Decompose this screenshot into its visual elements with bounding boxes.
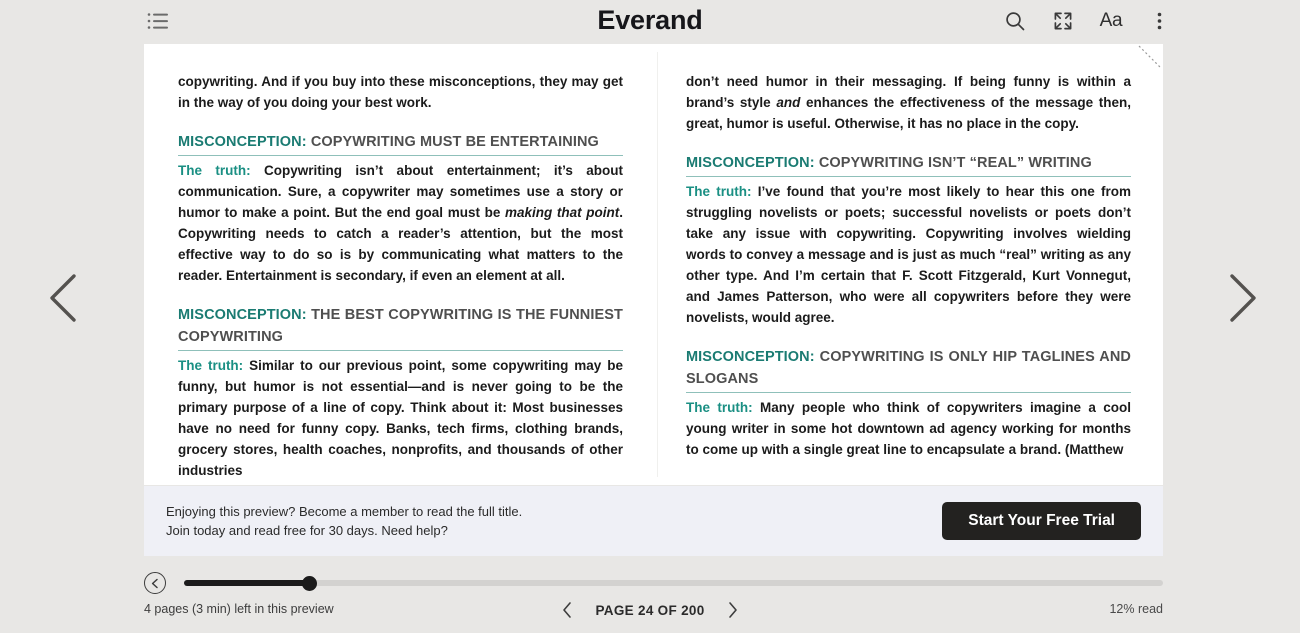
- truth-text-part-1: Similar to our previous point, some copywriting may be funny, but humor is not essential—and is never going to be the primary purpose of a line of copy. Think about it: Most businesses have no need for funny copy. Banks, tech firms, clothing brands, grocery stores, health coaches, nonprofits, and thousands of other industries: [178, 358, 623, 478]
- preview-upsell-banner: [144, 486, 1163, 556]
- banner-copy: [166, 502, 522, 540]
- fullscreen-button[interactable]: [1050, 8, 1076, 34]
- misconception-keyword: MISCONCEPTION:: [686, 349, 815, 365]
- chevron-left-icon: [561, 601, 574, 619]
- truth-paragraph-4: [686, 397, 1131, 460]
- truth-text-part-1: Many people who think of copywriters imagine a cool young writer in some hot downtown ad agency working for months to come up with a single great line to encapsulate a brand. (Matthew: [686, 400, 1131, 457]
- truth-italic-phrase: making that point: [504, 205, 620, 220]
- truth-label: The truth:: [178, 163, 251, 178]
- truth-text-part-1: I’ve found that you’re most likely to hear this one from struggling novelists or poets; successful novelists or poets don’t take any issue with copywriting. Copywriting involves wielding words to convey a message and is just as much “real” writing as any other type. And I’m certain that F. Scott Fitzgerald, Kurt Vonnegut, and James Patterson, who were all copywriters before they were novelists, would agree.: [686, 184, 1131, 325]
- page-navigation: [0, 600, 1300, 620]
- previous-page-button[interactable]: [42, 268, 88, 328]
- misconception-heading-4: [686, 346, 1131, 393]
- search-icon: [1004, 10, 1026, 32]
- column-divider: [657, 52, 658, 477]
- banner-line-2: [166, 521, 522, 540]
- truth-paragraph-1: [178, 160, 623, 286]
- banner-line-1: Enjoying this preview? Become a member to read the full title.: [166, 504, 523, 519]
- reader-footer: [0, 556, 1300, 633]
- right-intro-italic: and: [776, 95, 801, 110]
- truth-paragraph-2: [178, 355, 623, 481]
- go-back-button[interactable]: [144, 572, 166, 594]
- reading-progress-slider[interactable]: [184, 580, 1163, 586]
- need-help-link[interactable]: Need help?: [381, 523, 448, 538]
- truth-label: The truth:: [686, 400, 753, 415]
- more-options-button[interactable]: [1146, 8, 1172, 34]
- chevron-right-icon: [726, 601, 739, 619]
- misconception-heading-text: COPYWRITING IS ONLY HIP TAGLINES AND SLOGANS: [686, 349, 1131, 387]
- percent-read-label: 12% read: [1109, 602, 1163, 616]
- progress-thumb[interactable]: [302, 576, 317, 591]
- right-intro-paragraph: [686, 71, 1131, 134]
- pager-next-button[interactable]: [723, 600, 743, 620]
- right-column: [686, 44, 1131, 485]
- start-free-trial-button[interactable]: Start Your Free Trial: [942, 502, 1141, 540]
- search-button[interactable]: [1002, 8, 1028, 34]
- left-column: [178, 44, 623, 485]
- misconception-heading-text: COPYWRITING ISN’T “REAL” WRITING: [814, 155, 1092, 171]
- app-title: Everand: [597, 5, 703, 35]
- misconception-heading-text: THE BEST COPYWRITING IS THE FUNNIEST COPYWRITING: [178, 307, 623, 345]
- misconception-heading-2: [178, 304, 623, 351]
- chevron-left-circle-icon: [150, 578, 161, 589]
- truth-text-part-2: . Copywriting needs to catch a reader’s attention, but the most effective way to do so is by communicating what matters to the reader. Entertainment is secondary, if even an element at all.: [178, 205, 623, 283]
- more-vertical-icon: [1157, 11, 1162, 31]
- progress-fill: [184, 580, 309, 586]
- misconception-heading-1: [178, 131, 623, 156]
- fullscreen-icon: [1054, 12, 1072, 30]
- misconception-keyword: MISCONCEPTION:: [178, 134, 307, 150]
- next-page-button[interactable]: [1218, 268, 1264, 328]
- left-intro-paragraph: copywriting. And if you buy into these misconceptions, they may get in the way of you doing your best work.: [178, 74, 623, 110]
- truth-paragraph-3: [686, 181, 1131, 328]
- truth-label: The truth:: [686, 184, 752, 199]
- right-intro-part-1: don’t need humor in their messaging. If being funny is within a brand’s style: [686, 74, 1131, 110]
- banner-line-2-prefix: Join today and read free for 30 days.: [166, 523, 382, 538]
- header-actions: [1002, 8, 1172, 34]
- right-intro-part-2: enhances the effectiveness of the message then, great, humor is useful. Otherwise, it has no place in the copy.: [686, 95, 1131, 131]
- truth-text-part-1: Copywriting isn’t about entertainment; it’s about communication. Sure, a copywriter may sometimes use a story or humor to make a point. But the end goal must be: [178, 163, 623, 220]
- chevron-left-icon: [42, 268, 88, 328]
- misconception-keyword: MISCONCEPTION:: [686, 155, 815, 171]
- book-page: [144, 44, 1163, 485]
- pages-left-label: 4 pages (3 min) left in this preview: [144, 602, 334, 616]
- font-size-button[interactable]: Aa: [1099, 9, 1123, 31]
- page-indicator-label: PAGE 24 OF 200: [595, 602, 705, 618]
- page-columns: [144, 44, 1163, 485]
- pager-previous-button[interactable]: [558, 600, 578, 620]
- progress-slider-row: [144, 574, 1163, 592]
- misconception-heading-text: COPYWRITING MUST BE ENTERTAINING: [306, 134, 599, 150]
- truth-label: The truth:: [178, 358, 244, 373]
- app-header: [0, 0, 1300, 41]
- misconception-keyword: MISCONCEPTION:: [178, 307, 307, 323]
- chevron-right-icon: [1218, 268, 1264, 328]
- misconception-heading-3: [686, 152, 1131, 177]
